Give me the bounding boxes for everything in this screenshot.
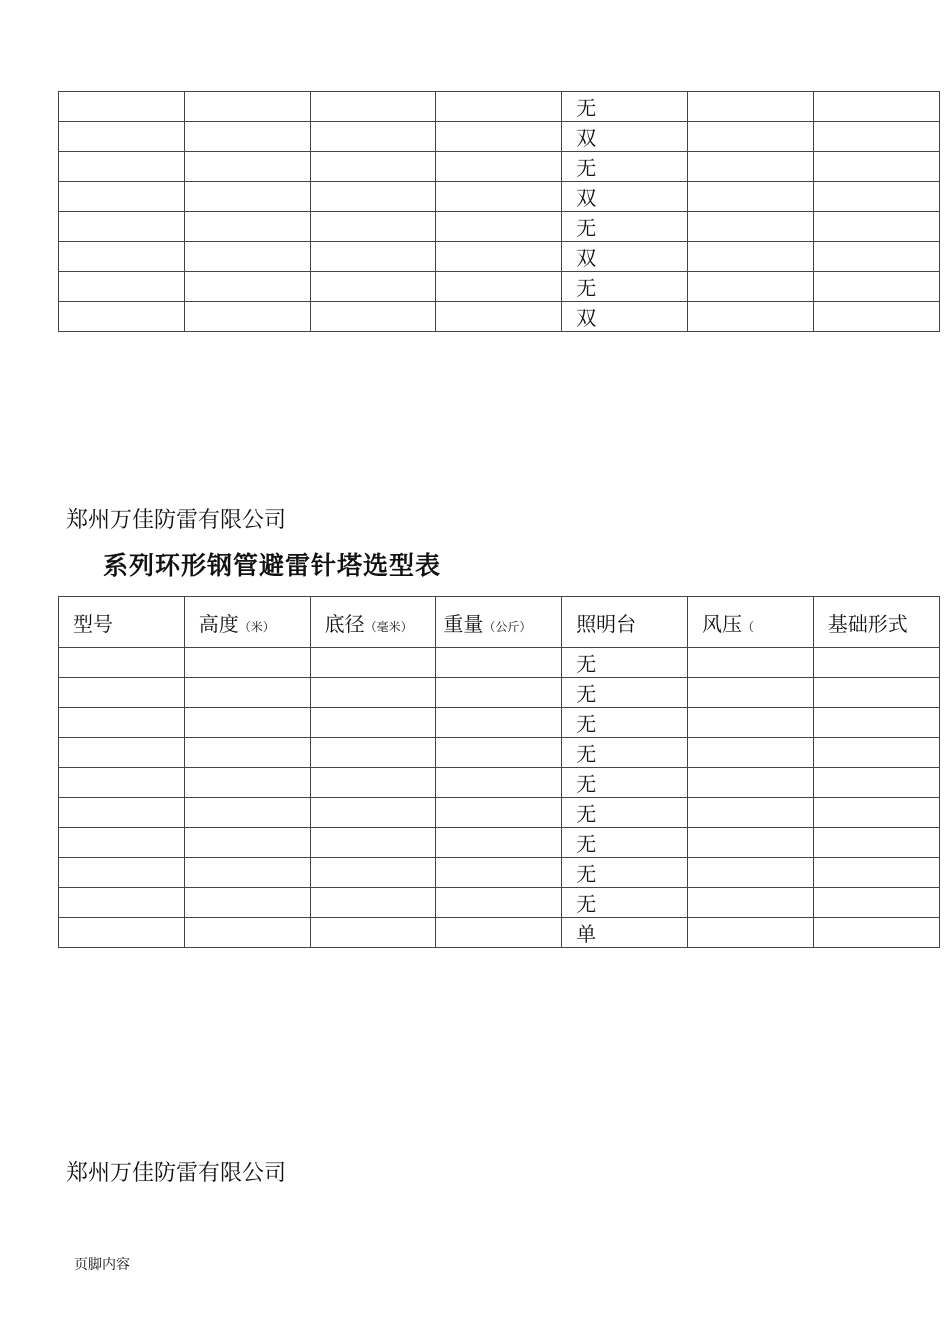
- table-cell: 双: [562, 242, 688, 272]
- table-cell: [813, 828, 939, 858]
- table-row: [59, 828, 940, 858]
- table-cell: [59, 678, 185, 708]
- header-cell-lighting-platform: 照明台: [562, 597, 688, 648]
- table-cell: [687, 122, 813, 152]
- table-cell: [184, 828, 310, 858]
- table-cell: [59, 858, 185, 888]
- table-cell: [813, 92, 939, 122]
- table-cell: [813, 122, 939, 152]
- table-cell: [687, 918, 813, 948]
- table-cell: [436, 678, 562, 708]
- header-cell-weight: 重量（公斤）: [436, 597, 562, 648]
- selection-table-continued: [58, 91, 940, 332]
- table-cell: 无: [562, 212, 688, 242]
- table-cell: [310, 302, 436, 332]
- table-row: [59, 152, 940, 182]
- table-cell: [310, 708, 436, 738]
- table-cell: [687, 828, 813, 858]
- table-cell: [184, 152, 310, 182]
- table-cell: [687, 182, 813, 212]
- table-cell: 无: [562, 678, 688, 708]
- table-cell: [436, 858, 562, 888]
- table-cell: 无: [562, 272, 688, 302]
- table-row: [59, 858, 940, 888]
- table-cell: [436, 92, 562, 122]
- table-cell: [184, 648, 310, 678]
- header-cell-height: 高度（米）: [184, 597, 310, 648]
- table-cell: [184, 242, 310, 272]
- table-row: [59, 738, 940, 768]
- table-cell: [436, 888, 562, 918]
- table-cell: 无: [562, 708, 688, 738]
- table-cell: [184, 678, 310, 708]
- table-cell: [184, 182, 310, 212]
- table-cell: [687, 152, 813, 182]
- table-cell: [59, 918, 185, 948]
- table-cell: [687, 888, 813, 918]
- table-cell: [310, 92, 436, 122]
- table-cell: [59, 768, 185, 798]
- table-cell: [59, 92, 185, 122]
- table-cell: 双: [562, 122, 688, 152]
- table-cell: [310, 798, 436, 828]
- table-cell: 无: [562, 768, 688, 798]
- table-cell: [436, 242, 562, 272]
- table-cell: [813, 798, 939, 828]
- table-row: [59, 888, 940, 918]
- table-cell: [436, 648, 562, 678]
- table-row: [59, 242, 940, 272]
- table-cell: [813, 242, 939, 272]
- table-cell: [310, 648, 436, 678]
- table-cell: [59, 888, 185, 918]
- table-cell: [813, 738, 939, 768]
- table-cell: [813, 152, 939, 182]
- table-cell: [436, 122, 562, 152]
- table-cell: [184, 918, 310, 948]
- table-cell: [184, 302, 310, 332]
- table-cell: [813, 858, 939, 888]
- table-cell: 无: [562, 648, 688, 678]
- table-cell: [59, 708, 185, 738]
- table-cell: [687, 212, 813, 242]
- selection-table: [58, 596, 940, 948]
- table-cell: [436, 272, 562, 302]
- table-cell: 单: [562, 918, 688, 948]
- table-cell: [59, 152, 185, 182]
- table-cell: [184, 272, 310, 302]
- table-cell: [310, 918, 436, 948]
- header-cell-base-diameter: 底径（毫米）: [310, 597, 436, 648]
- header-cell-foundation-type: 基础形式: [813, 597, 939, 648]
- table-cell: [687, 302, 813, 332]
- table-cell: [687, 708, 813, 738]
- table-cell: [687, 858, 813, 888]
- table-cell: [310, 182, 436, 212]
- table-cell: [813, 678, 939, 708]
- table-cell: [184, 92, 310, 122]
- table-cell: [813, 648, 939, 678]
- table-cell: [310, 888, 436, 918]
- table-cell: [59, 242, 185, 272]
- page-footer: 页脚内容: [74, 1257, 130, 1273]
- table-cell: [813, 272, 939, 302]
- table-cell: [310, 122, 436, 152]
- table-cell: [184, 768, 310, 798]
- table-cell: [813, 302, 939, 332]
- table-row: [59, 708, 940, 738]
- table-cell: [436, 798, 562, 828]
- table-row: [59, 798, 940, 828]
- table-cell: [813, 918, 939, 948]
- table-cell: 无: [562, 888, 688, 918]
- table-cell: [436, 182, 562, 212]
- table-cell: 无: [562, 858, 688, 888]
- table-cell: [436, 768, 562, 798]
- table-cell: [59, 648, 185, 678]
- table-cell: [310, 768, 436, 798]
- table-cell: [310, 272, 436, 302]
- table-row: [59, 918, 940, 948]
- table-cell: [310, 242, 436, 272]
- table-cell: [687, 768, 813, 798]
- table-cell: [310, 212, 436, 242]
- table-cell: 无: [562, 738, 688, 768]
- table-cell: [59, 182, 185, 212]
- table-row: [59, 92, 940, 122]
- table-row: [59, 122, 940, 152]
- table-cell: [310, 738, 436, 768]
- table-cell: 双: [562, 182, 688, 212]
- table-cell: [687, 648, 813, 678]
- table-cell: [813, 768, 939, 798]
- table-cell: [436, 738, 562, 768]
- table-cell: [184, 798, 310, 828]
- table-cell: [59, 272, 185, 302]
- table-cell: [436, 302, 562, 332]
- table-cell: [687, 92, 813, 122]
- table-cell: [687, 272, 813, 302]
- table-cell: [59, 798, 185, 828]
- table-cell: 双: [562, 302, 688, 332]
- table-cell: [184, 738, 310, 768]
- table-cell: [59, 122, 185, 152]
- table-cell: [184, 888, 310, 918]
- table-cell: [436, 152, 562, 182]
- table-cell: [436, 708, 562, 738]
- table-cell: 无: [562, 152, 688, 182]
- table-cell: [59, 738, 185, 768]
- company-name-footer: 郑州万佳防雷有限公司: [66, 1161, 287, 1186]
- table-cell: [59, 828, 185, 858]
- table-header-row: [59, 597, 940, 648]
- table-cell: [184, 122, 310, 152]
- table-cell: [436, 918, 562, 948]
- table-row: [59, 768, 940, 798]
- table-cell: [310, 828, 436, 858]
- header-cell-model: 型号: [59, 597, 185, 648]
- table-cell: [687, 678, 813, 708]
- table-cell: [813, 708, 939, 738]
- company-name: 郑州万佳防雷有限公司: [66, 508, 287, 533]
- table-cell: [310, 152, 436, 182]
- table-cell: [59, 302, 185, 332]
- table-cell: [436, 828, 562, 858]
- table-cell: [813, 182, 939, 212]
- table-row: [59, 272, 940, 302]
- table-cell: [310, 678, 436, 708]
- table-cell: [813, 888, 939, 918]
- table-cell: [687, 798, 813, 828]
- header-cell-wind-pressure: 风压（: [687, 597, 813, 648]
- table-cell: [687, 738, 813, 768]
- table-cell: 无: [562, 92, 688, 122]
- table-cell: [184, 858, 310, 888]
- table-cell: [184, 708, 310, 738]
- table-row: [59, 182, 940, 212]
- table-cell: [436, 212, 562, 242]
- table-cell: [687, 242, 813, 272]
- section-title: 系列环形钢管避雷针塔选型表: [103, 551, 442, 580]
- table-cell: [59, 212, 185, 242]
- table-cell: [184, 212, 310, 242]
- table-cell: 无: [562, 798, 688, 828]
- table-cell: 无: [562, 828, 688, 858]
- table-row: [59, 648, 940, 678]
- table-row: [59, 212, 940, 242]
- table-cell: [310, 858, 436, 888]
- table-row: [59, 678, 940, 708]
- table-cell: [813, 212, 939, 242]
- table-row: [59, 302, 940, 332]
